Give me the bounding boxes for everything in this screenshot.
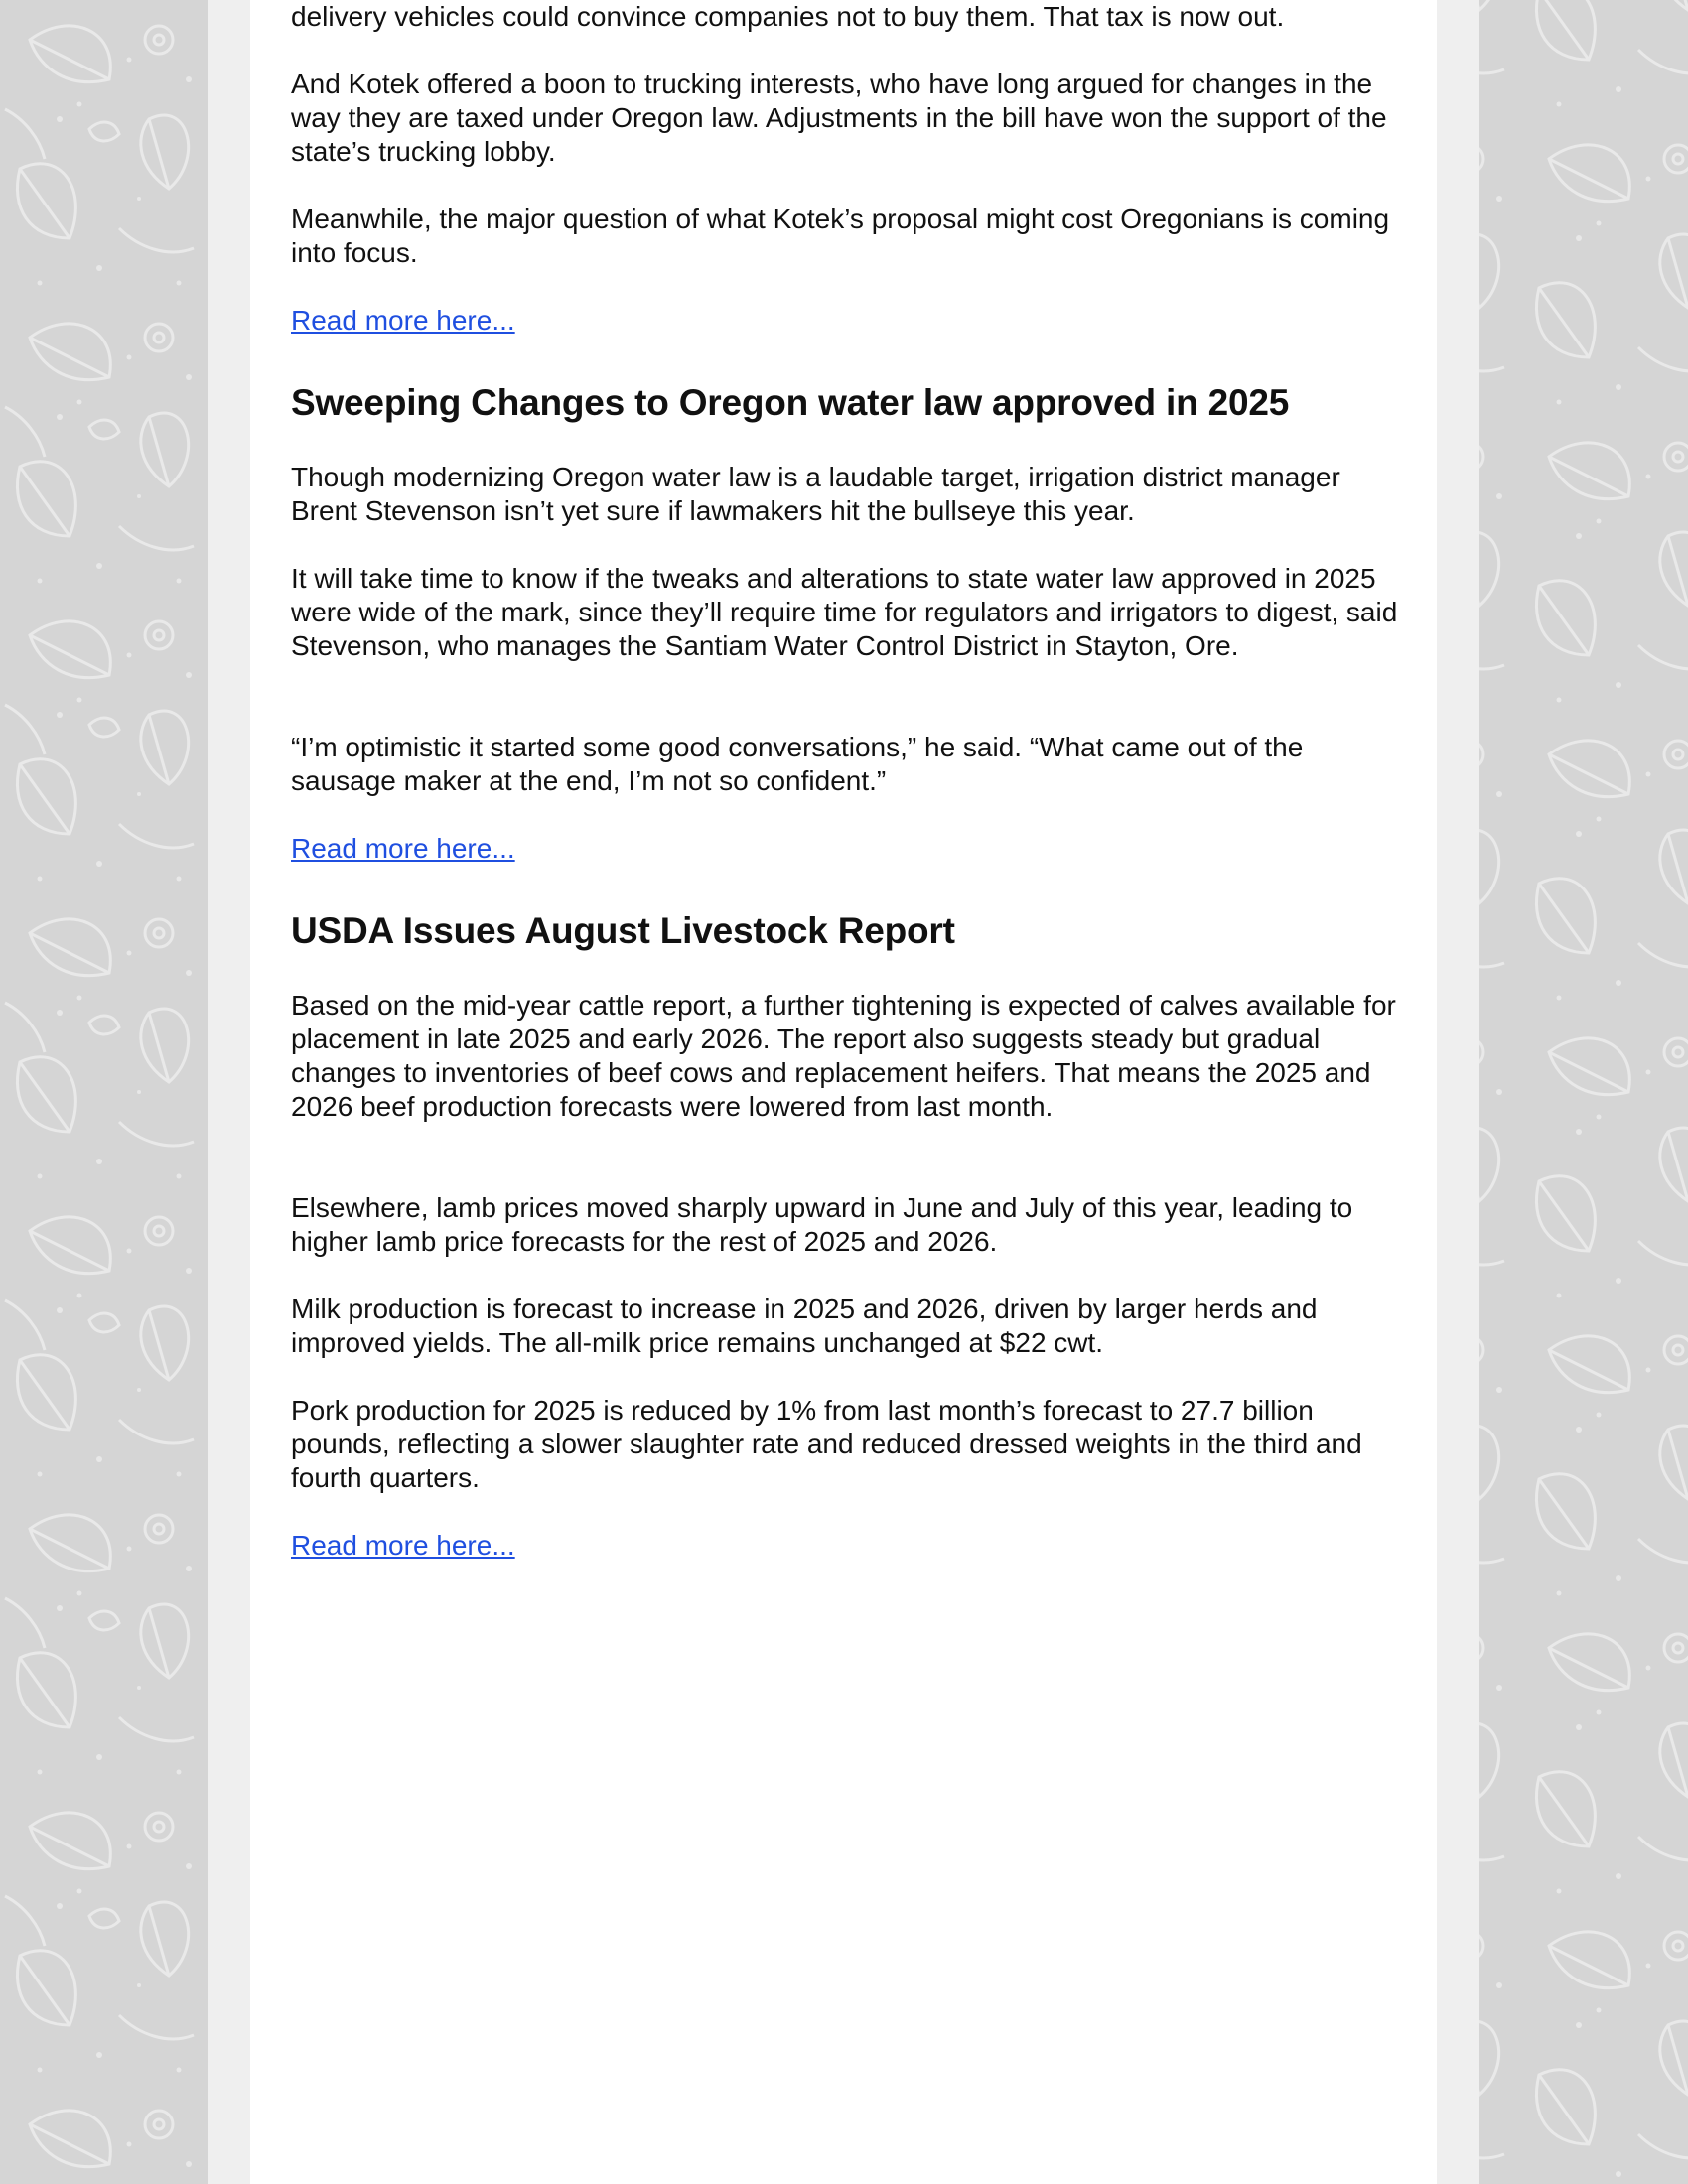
paragraph: Pork production for 2025 is reduced by 1% from last month’s forecast to 27.7 billion pounds, reflecting a slower slaughter rate and reduced dressed weights in the third and fourth quarters. xyxy=(291,1395,1362,1493)
paragraph: And Kotek offered a boon to trucking interests, who have long argued for changes in the way they are taxed under Oregon law. Adjustments in the bill have won the support of the state’s trucking lobby. xyxy=(291,68,1387,167)
paragraph: delivery vehicles could convince companies not to buy them. That tax is now out. xyxy=(291,1,1285,32)
leaf-pattern-icon xyxy=(1479,0,1688,2184)
paragraph: “I’m optimistic it started some good conversations,” he said. “What came out of the sausage maker at the end, I’m not so confident.” xyxy=(291,732,1304,796)
section-title-livestock: USDA Issues August Livestock Report xyxy=(291,910,955,951)
paragraph: Though modernizing Oregon water law is a laudable target, irrigation district manager Brent Stevenson isn’t yet sure if lawmakers hit the bullseye this year. xyxy=(291,462,1340,526)
read-more-link[interactable]: Read more here... xyxy=(291,1530,515,1561)
read-more-container xyxy=(291,304,1403,338)
paragraph: Milk production is forecast to increase in 2025 and 2026, driven by larger herds and improved yields. The all-milk price remains unchanged at $22 cwt. xyxy=(291,1294,1318,1358)
paragraph: Based on the mid-year cattle report, a further tightening is expected of calves available for placement in late 2025 and early 2026. The report also suggests steady but gradual changes to inventories of beef cows and replacement heifers. That means the 2025 and 2026 beef production forecasts were lowered from last month. xyxy=(291,990,1396,1122)
read-more-container xyxy=(291,1529,1403,1563)
leaf-pattern-icon xyxy=(0,0,209,2184)
left-decorative-pattern xyxy=(0,0,209,2184)
read-more-link[interactable]: Read more here... xyxy=(291,833,515,864)
read-more-link[interactable]: Read more here... xyxy=(291,305,515,336)
paragraph: Meanwhile, the major question of what Kotek’s proposal might cost Oregonians is coming into focus. xyxy=(291,204,1390,268)
read-more-container xyxy=(291,832,1403,866)
right-decorative-pattern xyxy=(1479,0,1688,2184)
section-title-water-law: Sweeping Changes to Oregon water law approved in 2025 xyxy=(291,382,1290,423)
paragraph: Elsewhere, lamb prices moved sharply upward in June and July of this year, leading to higher lamb price forecasts for the rest of 2025 and 2026. xyxy=(291,1192,1353,1257)
paragraph: It will take time to know if the tweaks and alterations to state water law approved in 2025 were wide of the mark, since they’ll require time for regulators and irrigators to digest, said Stevenson, who manages the Santiam Water Control District in Stayton, Ore. xyxy=(291,563,1398,661)
